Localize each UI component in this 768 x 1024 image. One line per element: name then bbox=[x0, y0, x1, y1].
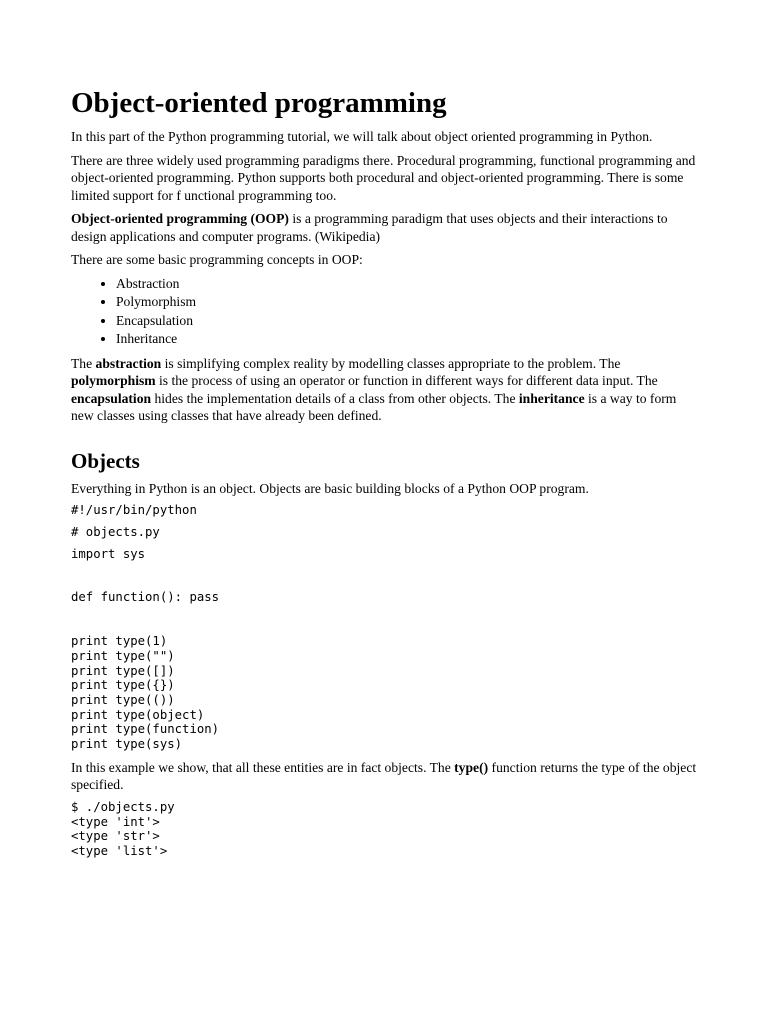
text-run: is simplifying complex reality by modelling classes appropriate to the problem. The bbox=[161, 355, 621, 371]
list-item: • Polymorphism bbox=[116, 293, 701, 312]
term-inheritance: inheritance bbox=[518, 390, 585, 406]
code-prints: print type(1) print type("") print type([]) print type({}) print type(()) print type(object) print type(function) print type(sys) bbox=[71, 634, 220, 752]
term-encapsulation: encapsulation bbox=[71, 390, 152, 406]
oop-term: Object-oriented programming (OOP) bbox=[71, 211, 289, 226]
code-shebang: #!/usr/bin/python bbox=[71, 503, 197, 518]
objects-intro: Everything in Python is an object. Objects are basic building blocks of a Python OOP program. bbox=[71, 480, 589, 496]
code-output: $ ./objects.py <type 'int'> <type 'str'> <type 'list'> bbox=[71, 799, 175, 858]
intro-paragraph-1: In this part of the Python programming tutorial, we will talk about object oriented programming in Python. bbox=[71, 129, 653, 144]
type-function-term: type() bbox=[454, 759, 489, 775]
list-item: • Encapsulation bbox=[116, 312, 701, 331]
intro-paragraph-2: There are three widely used programming paradigms there. Procedural programming, functional programming and object-oriented programming. Python supports both procedural and object-oriented programming. There is some limited support for f unctional programming too. bbox=[71, 152, 696, 203]
term-polymorphism: polymorphism bbox=[71, 373, 156, 389]
concepts-intro: There are some basic programming concepts in OOP: bbox=[71, 252, 363, 267]
oop-definition-text: is a programming paradigm that uses objects and their interactions to design applications and computer programs. (Wikipedia) bbox=[71, 211, 668, 244]
page-title: Object-oriented programming bbox=[71, 87, 447, 119]
code-import: import sys bbox=[71, 546, 146, 561]
text-run: is a way to form new classes using classes that have already been defined. bbox=[71, 390, 677, 424]
oop-definition-paragraph bbox=[71, 210, 701, 245]
code-def: def function(): pass bbox=[71, 590, 220, 605]
text-run: function returns the type of the object specified. bbox=[71, 759, 697, 793]
section-heading-objects: Objects bbox=[71, 448, 140, 473]
list-item: • Abstraction bbox=[116, 275, 701, 294]
text-run: The bbox=[71, 355, 96, 371]
code-filename-comment: # objects.py bbox=[71, 525, 160, 540]
list-item: • Inheritance bbox=[116, 330, 701, 349]
concepts-list bbox=[71, 275, 701, 349]
term-abstraction: abstraction bbox=[95, 355, 162, 371]
objects-explanation bbox=[71, 759, 701, 794]
text-run: hides the implementation details of a class from other objects. The bbox=[151, 390, 519, 406]
concepts-paragraph bbox=[71, 355, 701, 425]
text-run: is the process of using an operator or function in different ways for different data input. The bbox=[155, 373, 658, 389]
text-run: In this example we show, that all these entities are in fact objects. The bbox=[71, 759, 455, 775]
document-page bbox=[71, 84, 701, 866]
